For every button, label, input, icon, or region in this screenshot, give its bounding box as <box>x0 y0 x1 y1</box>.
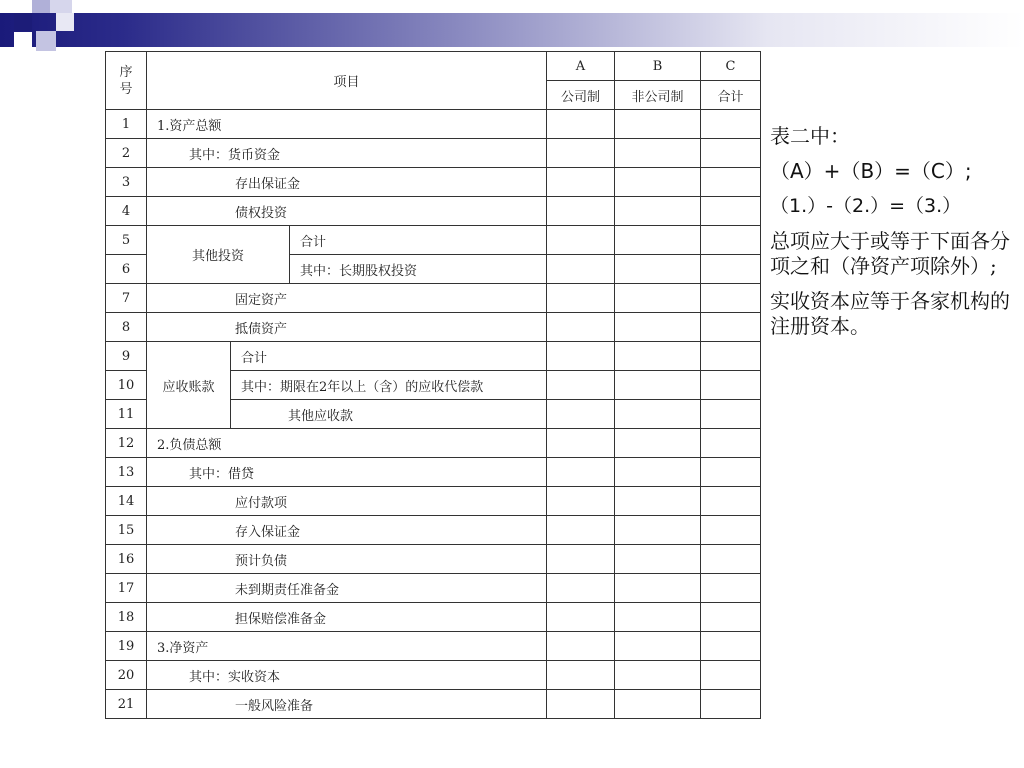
row-label: 其中：期限在2年以上（含）的应收代偿款 <box>231 371 547 400</box>
row-label: 合计 <box>290 226 547 255</box>
row-label: 存出保证金 <box>147 168 547 197</box>
cell-b <box>615 110 701 139</box>
row-label: 未到期责任准备金 <box>147 574 547 603</box>
cell-b <box>615 139 701 168</box>
cell-a <box>547 574 615 603</box>
cell-b <box>615 487 701 516</box>
row-number: 20 <box>106 661 147 690</box>
row-number: 11 <box>106 400 147 429</box>
balance-table <box>105 51 761 719</box>
row-label: 3.净资产 <box>147 632 547 661</box>
cell-a <box>547 342 615 371</box>
cell-c <box>701 487 761 516</box>
cell-c <box>701 110 761 139</box>
table-row <box>106 603 761 632</box>
header-gradient-bar <box>0 13 1024 47</box>
row-number: 19 <box>106 632 147 661</box>
cell-b <box>615 429 701 458</box>
row-number: 21 <box>106 690 147 719</box>
table-row <box>106 545 761 574</box>
cell-c <box>701 603 761 632</box>
table-header-row <box>106 52 761 81</box>
cell-b <box>615 632 701 661</box>
notes-title: 表二中： <box>770 124 850 148</box>
cell-c <box>701 661 761 690</box>
row-label: 抵债资产 <box>147 313 547 342</box>
row-label: 其他应收款 <box>231 400 547 429</box>
header-col-c-name: 合计 <box>701 81 761 110</box>
notes-formula-2: （1.）-（2.）=（3.） <box>770 195 962 217</box>
row-label: 其中：货币资金 <box>147 139 547 168</box>
cell-c <box>701 400 761 429</box>
cell-b <box>615 603 701 632</box>
table-row <box>106 168 761 197</box>
group-label-receivables: 应收账款 <box>147 342 231 429</box>
decorative-square <box>50 0 72 13</box>
cell-b <box>615 371 701 400</box>
cell-a <box>547 110 615 139</box>
row-number: 1 <box>106 110 147 139</box>
table-row <box>106 661 761 690</box>
cell-c <box>701 284 761 313</box>
cell-a <box>547 661 615 690</box>
cell-a <box>547 197 615 226</box>
decorative-square <box>32 0 50 13</box>
row-label: 应付款项 <box>147 487 547 516</box>
cell-a <box>547 429 615 458</box>
row-number: 14 <box>106 487 147 516</box>
row-label: 其中：长期股权投资 <box>290 255 547 284</box>
header-col-b-name: 非公司制 <box>615 81 701 110</box>
cell-c <box>701 429 761 458</box>
cell-c <box>701 690 761 719</box>
header-seq: 序号 <box>106 52 147 110</box>
cell-a <box>547 400 615 429</box>
row-label: 其中：实收资本 <box>147 661 547 690</box>
cell-b <box>615 574 701 603</box>
cell-b <box>615 226 701 255</box>
cell-a <box>547 168 615 197</box>
cell-a <box>547 284 615 313</box>
row-number: 6 <box>106 255 147 284</box>
row-label: 担保赔偿准备金 <box>147 603 547 632</box>
cell-a <box>547 313 615 342</box>
cell-a <box>547 139 615 168</box>
table-row <box>106 139 761 168</box>
row-label: 预计负债 <box>147 545 547 574</box>
cell-c <box>701 632 761 661</box>
table-row <box>106 197 761 226</box>
cell-b <box>615 400 701 429</box>
row-label: 债权投资 <box>147 197 547 226</box>
cell-c <box>701 197 761 226</box>
row-number: 7 <box>106 284 147 313</box>
row-number: 15 <box>106 516 147 545</box>
cell-c <box>701 255 761 284</box>
cell-c <box>701 139 761 168</box>
cell-b <box>615 313 701 342</box>
row-number: 16 <box>106 545 147 574</box>
row-number: 9 <box>106 342 147 371</box>
cell-c <box>701 371 761 400</box>
decorative-square <box>36 31 56 51</box>
header-col-b: B <box>615 52 701 81</box>
table-row <box>106 342 761 371</box>
cell-a <box>547 487 615 516</box>
cell-b <box>615 545 701 574</box>
notes-rule-2: 实收资本应等于各家机构的注册资本。 <box>770 289 1010 338</box>
cell-b <box>615 168 701 197</box>
header-col-a-name: 公司制 <box>547 81 615 110</box>
header-col-a: A <box>547 52 615 81</box>
cell-a <box>547 632 615 661</box>
table-row <box>106 516 761 545</box>
table-row <box>106 313 761 342</box>
notes-panel <box>770 124 1010 349</box>
cell-a <box>547 690 615 719</box>
cell-b <box>615 342 701 371</box>
cell-b <box>615 690 701 719</box>
cell-a <box>547 226 615 255</box>
cell-b <box>615 284 701 313</box>
cell-b <box>615 661 701 690</box>
cell-c <box>701 574 761 603</box>
row-number: 5 <box>106 226 147 255</box>
cell-a <box>547 255 615 284</box>
row-label: 存入保证金 <box>147 516 547 545</box>
notes-rule-1: 总项应大于或等于下面各分项之和（净资产项除外）; <box>770 229 1010 278</box>
row-label: 1.资产总额 <box>147 110 547 139</box>
cell-b <box>615 197 701 226</box>
row-label: 合计 <box>231 342 547 371</box>
table-row <box>106 284 761 313</box>
notes-formula-1: （A）+（B）=（C）; <box>770 159 972 183</box>
cell-c <box>701 342 761 371</box>
header-col-c: C <box>701 52 761 81</box>
table-row <box>106 632 761 661</box>
cell-a <box>547 545 615 574</box>
cell-a <box>547 603 615 632</box>
row-number: 13 <box>106 458 147 487</box>
decorative-square <box>14 32 32 50</box>
table-row <box>106 226 761 255</box>
cell-b <box>615 255 701 284</box>
cell-c <box>701 458 761 487</box>
table-row <box>106 110 761 139</box>
cell-c <box>701 516 761 545</box>
table-row <box>106 458 761 487</box>
cell-c <box>701 313 761 342</box>
decorative-square <box>14 13 32 31</box>
table-row <box>106 574 761 603</box>
row-label: 2.负债总额 <box>147 429 547 458</box>
table-row <box>106 690 761 719</box>
cell-a <box>547 516 615 545</box>
row-label: 固定资产 <box>147 284 547 313</box>
cell-a <box>547 458 615 487</box>
header-item: 项目 <box>147 52 547 110</box>
group-label-other-investment: 其他投资 <box>147 226 290 284</box>
cell-a <box>547 371 615 400</box>
cell-c <box>701 545 761 574</box>
row-number: 2 <box>106 139 147 168</box>
row-number: 12 <box>106 429 147 458</box>
row-number: 10 <box>106 371 147 400</box>
row-number: 3 <box>106 168 147 197</box>
row-number: 17 <box>106 574 147 603</box>
cell-b <box>615 458 701 487</box>
row-number: 8 <box>106 313 147 342</box>
decorative-square <box>56 13 74 31</box>
cell-c <box>701 226 761 255</box>
row-number: 4 <box>106 197 147 226</box>
cell-c <box>701 168 761 197</box>
table-row <box>106 487 761 516</box>
table-row <box>106 429 761 458</box>
row-label: 一般风险准备 <box>147 690 547 719</box>
cell-b <box>615 516 701 545</box>
row-label: 其中：借贷 <box>147 458 547 487</box>
row-number: 18 <box>106 603 147 632</box>
